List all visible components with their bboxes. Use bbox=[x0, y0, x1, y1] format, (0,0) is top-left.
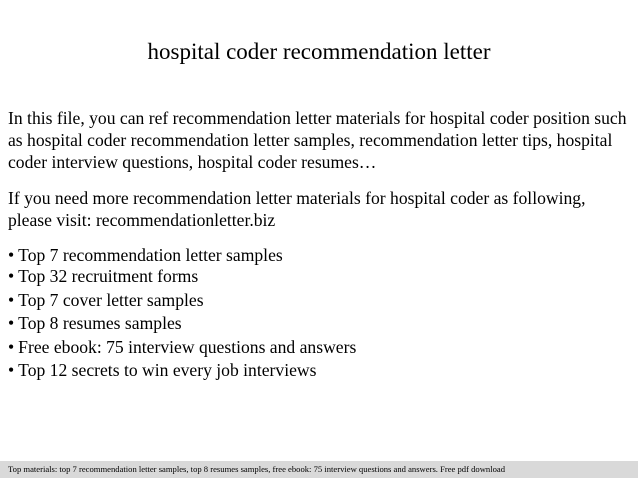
intro-paragraph bbox=[8, 107, 634, 173]
bullet-icon: • bbox=[8, 313, 15, 334]
footer-bar: Top materials: top 7 recommendation letter samples, top 8 resumes samples, free ebook: 75 interview questions and answers. Free pdf download bbox=[0, 461, 638, 478]
list-item-label: Top 12 secrets to win every job interviews bbox=[18, 360, 317, 381]
intro-line: In this file, you can ref recommendation letter materials for hospital coder position such bbox=[8, 108, 627, 128]
bullet-icon: • bbox=[8, 336, 15, 357]
list-item bbox=[8, 359, 356, 383]
bullet-icon: • bbox=[8, 360, 15, 381]
intro-line: as hospital coder recommendation letter samples, recommendation letter tips, hospital bbox=[8, 130, 613, 150]
visit-paragraph bbox=[8, 187, 634, 231]
page-title: hospital coder recommendation letter bbox=[147, 39, 491, 64]
bullet-icon: • bbox=[8, 266, 15, 286]
list-item bbox=[8, 336, 356, 360]
list-item bbox=[8, 289, 356, 313]
list-item-label: Top 7 cover letter samples bbox=[18, 289, 204, 310]
list-item bbox=[8, 246, 356, 265]
list-item-label: Top 7 recommendation letter samples bbox=[18, 245, 283, 265]
list-item-label: Top 8 resumes samples bbox=[18, 313, 182, 334]
materials-list bbox=[8, 246, 356, 383]
bullet-icon: • bbox=[8, 289, 15, 310]
visit-line: please visit: recommendationletter.biz bbox=[8, 210, 276, 230]
visit-line: If you need more recommendation letter materials for hospital coder as following, bbox=[8, 188, 586, 208]
list-item bbox=[8, 312, 356, 336]
intro-line: coder interview questions, hospital coder resumes… bbox=[8, 152, 377, 172]
list-item bbox=[8, 265, 356, 289]
list-item-label: Top 32 recruitment forms bbox=[18, 266, 199, 286]
bullet-icon: • bbox=[8, 245, 15, 265]
list-item-label: Free ebook: 75 interview questions and answers bbox=[18, 336, 357, 357]
